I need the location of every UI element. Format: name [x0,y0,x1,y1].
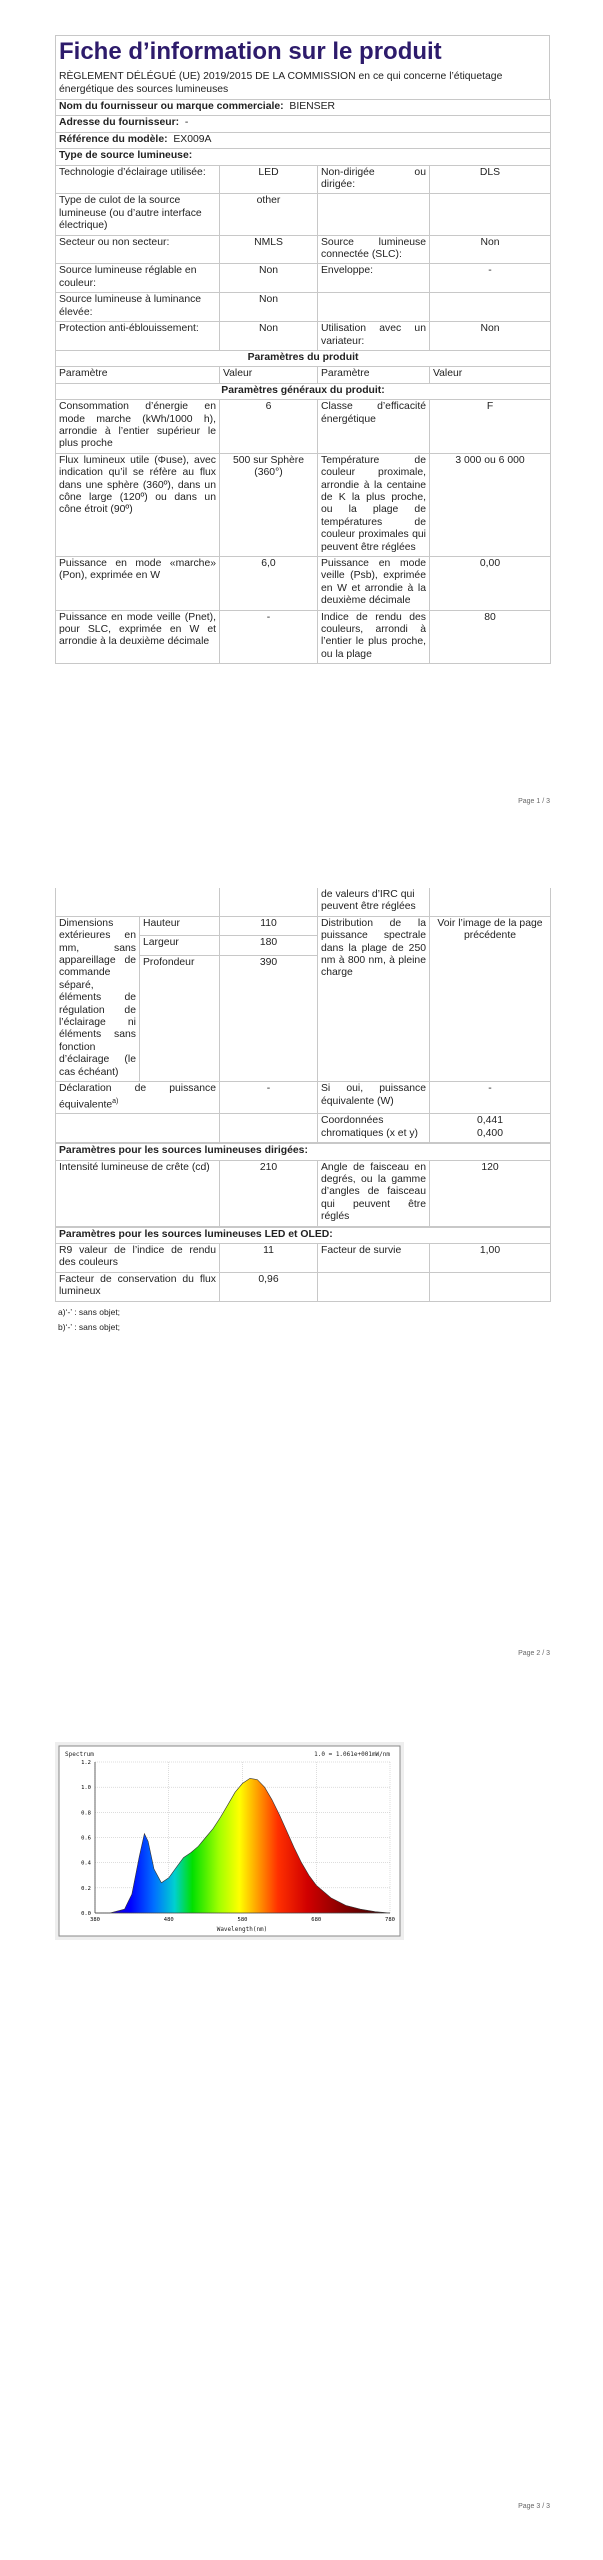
row-label [56,1082,220,1114]
row-value: - [220,1082,318,1114]
table-row [56,293,551,322]
page-number: Page 3 / 3 [518,2503,550,2510]
row-value: - [430,1082,551,1114]
chroma-x: 0,441 [476,1115,503,1127]
chart-title: Spectrum [65,1751,94,1758]
row-value [430,1114,551,1143]
row-value: 80 [430,610,551,664]
model-label: Référence du modèle: [59,133,168,145]
row-value: Non [220,293,318,322]
row-value: 210 [220,1160,318,1227]
table-row [56,322,551,351]
type-section-label: Type de source lumineuse: [56,149,551,165]
table-row [56,165,551,194]
table-row [56,264,551,293]
spd-label: Distribution de la puissance spectrale dans la plage de 250 nm à 800 nm, à pleine charge [318,916,430,1081]
row-label: Flux lumineux utile (Φuse), avec indication qu’il se réfère au flux dans une sphère (360º), dans un cône large (120º) ou dans un cône étroit (90º) [56,453,220,556]
table-row [56,1082,551,1114]
page-2 [55,888,550,1335]
row-label: Secteur ou non secteur: [56,235,220,264]
row-label: R9 valeur de l’indice de rendu des couleurs [56,1244,220,1273]
row-label: Consommation d’énergie en mode marche (kWh/1000 h), arrondie à l’entier supérieur le plus proche [56,400,220,454]
footnote-a: a)‘-’ : sans objet; [58,1306,121,1317]
row-label [318,194,430,235]
regulation-subtitle: RÈGLEMENT DÉLÉGUÉ (UE) 2019/2015 DE LA COMMISSION en ce qui concerne l’étiquetage énergétique des sources lumineuses [55,68,550,99]
address-value: - [184,117,189,129]
row-label: Source lumineuse réglable en couleur: [56,264,220,293]
row-label: Si oui, puissance équivalente (W) [318,1082,430,1114]
y-tick-label: 1.2 [81,1760,91,1766]
general-params-title: Paramètres généraux du produit: [56,383,551,399]
row-label: Source lumineuse à luminance élevée: [56,293,220,322]
page-title: Fiche d’information sur le produit [55,35,550,68]
row-label: Non-dirigée ou dirigée: [318,165,430,194]
row-label: Puissance en mode veille (Pnet), pour SLC, exprimée en W et arrondie à la deuxième décimale [56,610,220,664]
dimensions-row [56,916,551,936]
table-row [56,888,551,916]
dim-value: 110 [220,916,318,936]
row-label: Facteur de conservation du flux lumineux [56,1272,220,1301]
x-tick-label: 780 [385,1917,395,1923]
col-header-param: Paramètre [318,367,430,383]
row-value [430,293,551,322]
address-label: Adresse du fournisseur: [59,117,180,129]
row-value: other [220,194,318,235]
row-value: 6 [220,400,318,454]
directional-params-title: Paramètres pour les sources lumineuses dirigées: [56,1143,551,1160]
y-tick-label: 0.6 [81,1835,91,1842]
x-tick-label: 480 [163,1917,174,1923]
address-row [56,116,551,132]
x-tick-label: 380 [90,1917,100,1923]
row-value: 1,00 [430,1244,551,1273]
x-axis-label: Wavelength(nm) [216,1926,268,1933]
table-row [56,1114,551,1143]
supplier-row [56,100,551,116]
table-row [56,400,551,454]
row-value: 120 [430,1160,551,1227]
row-label: Angle de faisceau en degrés, ou la gamme d’angles de faisceau qui peuvent être réglés [318,1160,430,1227]
table-row [56,557,551,611]
x-tick-label: 680 [311,1917,322,1923]
row-label: Température de couleur proximale, arrondie à la centaine de K la plus proche, ou la plage de températures de couleur proximales qui peuvent être réglées [318,453,430,556]
y-tick-label: 0.2 [81,1885,91,1892]
dim-name: Largeur [140,936,220,956]
row-value: 500 sur Sphère (360°) [220,453,318,556]
dim-value: 180 [220,936,318,956]
row-label: Intensité lumineuse de crête (cd) [56,1160,220,1227]
dim-value: 390 [220,956,318,1082]
table-row [56,235,551,264]
col-header-value: Valeur [430,367,551,383]
row-label: Puissance en mode «marche» (Pon), exprimée en W [56,557,220,611]
dim-name: Profondeur [140,956,220,1082]
chroma-y: 0,400 [476,1127,503,1139]
chart-annotation: 1.0 = 1.061e+001mW/nm [314,1751,390,1758]
page-number: Page 2 / 3 [518,1650,550,1657]
row-label: Coordonnées chromatiques (x et y) [318,1114,430,1143]
equivalent-power-decl-label: Déclaration de puissance équivalente [59,1083,216,1110]
row-value: Non [220,322,318,351]
row-label: Technologie d’éclairage utilisée: [56,165,220,194]
table-row [56,194,551,235]
x-tick-label: 580 [237,1917,248,1923]
table-row [56,1244,551,1273]
table-row [56,610,551,664]
row-value: Non [430,235,551,264]
row-label: de valeurs d’IRC qui peuvent être réglées [318,888,430,916]
row-label [318,293,430,322]
row-label: Classe d’efficacité énergétique [318,400,430,454]
row-label: Enveloppe: [318,264,430,293]
y-tick-label: 0.4 [81,1860,91,1867]
y-tick-label: 1.0 [81,1785,91,1792]
table-row [56,1160,551,1227]
row-value [430,194,551,235]
row-label: Facteur de survie [318,1244,430,1273]
model-value: EX009A [173,133,212,145]
footnote-ref: a) [112,1097,119,1105]
supplier-label: Nom du fournisseur ou marque commerciale: [59,101,284,112]
row-label: Puissance en mode veille (Psb), exprimée en W et arrondie à la deuxième décimale [318,557,430,611]
row-label: Protection anti-éblouissement: [56,322,220,351]
row-value: Non [430,322,551,351]
row-value: 3 000 ou 6 000 [430,453,551,556]
row-value: 0,96 [220,1272,318,1301]
footnote-b: b)‘-’ : sans objet; [58,1321,121,1332]
col-header-param: Paramètre [56,367,220,383]
spectrum-chart [55,1742,404,1940]
spectrum-svg [55,1742,404,1940]
row-label: Source lumineuse connectée (SLC): [318,235,430,264]
dim-name: Hauteur [140,916,220,936]
y-tick-label: 0.8 [81,1810,91,1817]
row-label: Indice de rendu des couleurs, arrondi à l’entier le plus proche, ou la plage [318,610,430,664]
row-value: - [430,264,551,293]
table-row [56,453,551,556]
row-value: F [430,400,551,454]
row-value: NMLS [220,235,318,264]
product-info-table [55,99,551,664]
column-header-row [56,367,551,383]
row-value: - [220,610,318,664]
col-header-value: Valeur [220,367,318,383]
row-label: Type de culot de la source lumineuse (ou d’autre interface électrique) [56,194,220,235]
row-value: 11 [220,1244,318,1273]
product-info-table-continued [55,888,551,1302]
footnotes [55,1305,550,1335]
supplier-value: BIENSER [289,101,336,112]
page-number: Page 1 / 3 [518,798,550,805]
model-row [56,132,551,148]
led-params-title: Paramètres pour les sources lumineuses LED et OLED: [56,1227,551,1244]
row-label: Utilisation avec un variateur: [318,322,430,351]
spd-value: Voir l’image de la page précédente [430,916,551,1081]
table-row [56,1272,551,1301]
page-1 [55,35,550,664]
row-value: LED [220,165,318,194]
row-value: DLS [430,165,551,194]
row-value: Non [220,264,318,293]
row-value: 6,0 [220,557,318,611]
row-value: 0,00 [430,557,551,611]
product-params-title: Paramètres du produit [56,350,551,366]
dimensions-label: Dimensions extérieures en mm, sans appareillage de commande séparé, éléments de régulation de l’éclairage ni éléments sans fonction d’éclairage (le cas échéant) [56,916,140,1081]
y-tick-label: 0.0 [81,1911,91,1917]
